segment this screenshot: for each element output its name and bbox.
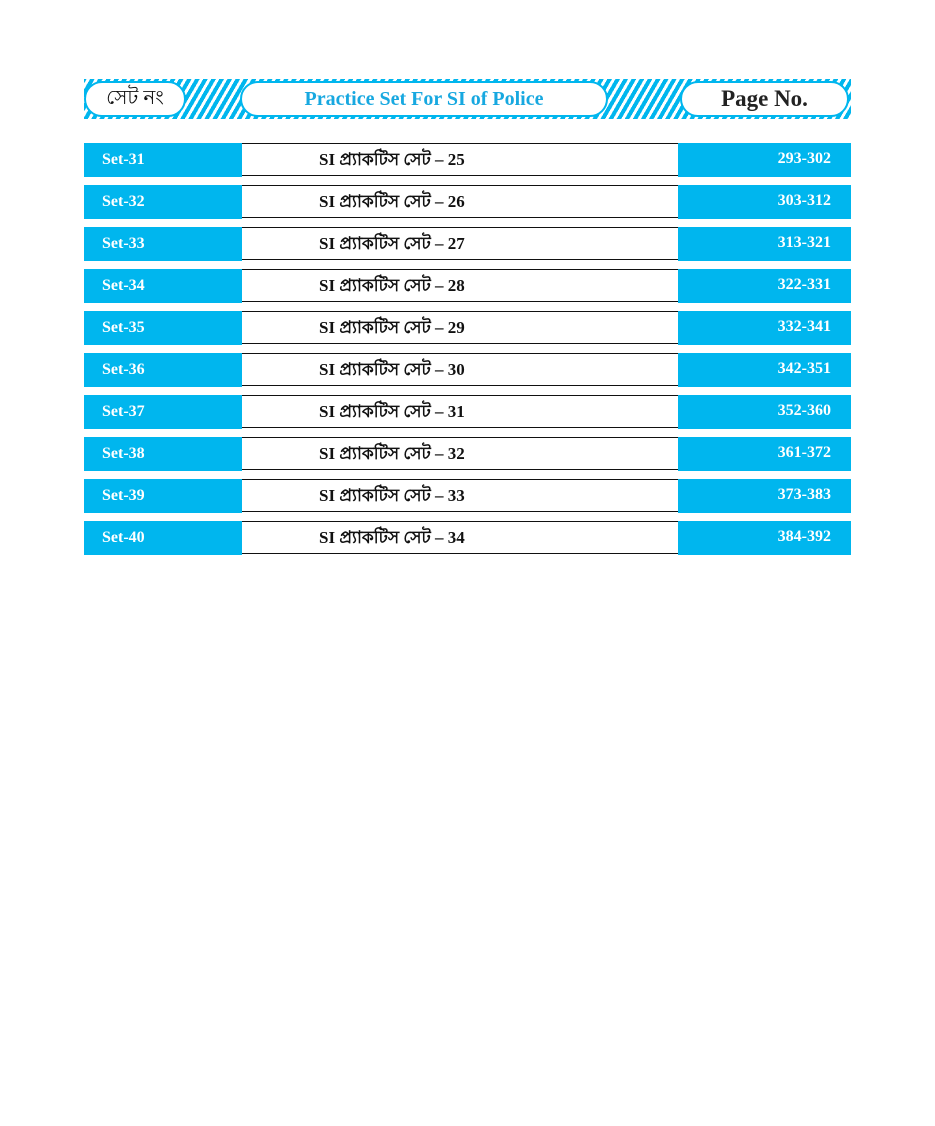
table-row (84, 185, 851, 219)
contents-table (84, 143, 851, 563)
set-number: Set-40 (84, 521, 242, 555)
page-range: 313-321 (678, 227, 851, 261)
set-title: SI প্র্যাকটিস সেট – 27 (242, 227, 678, 260)
set-title: SI প্র্যাকটিস সেট – 25 (242, 143, 678, 176)
table-header (84, 79, 851, 119)
set-title: SI প্র্যাকটিস সেট – 30 (242, 353, 678, 386)
set-title: SI প্র্যাকটিস সেট – 31 (242, 395, 678, 428)
table-row (84, 143, 851, 177)
set-number: Set-37 (84, 395, 242, 429)
set-number: Set-33 (84, 227, 242, 261)
set-no-label: সেট নং (84, 81, 186, 117)
set-title: SI প্র্যাকটিস সেট – 32 (242, 437, 678, 470)
page-range: 384-392 (678, 521, 851, 555)
page-range: 322-331 (678, 269, 851, 303)
table-row (84, 521, 851, 555)
set-number: Set-39 (84, 479, 242, 513)
set-title: SI প্র্যাকটিস সেট – 34 (242, 521, 678, 554)
set-number: Set-31 (84, 143, 242, 177)
page-title: Practice Set For SI of Police (240, 81, 608, 117)
table-row (84, 479, 851, 513)
page-no-label: Page No. (680, 81, 849, 117)
page-range: 332-341 (678, 311, 851, 345)
page-range: 293-302 (678, 143, 851, 177)
table-row (84, 227, 851, 261)
table-row (84, 311, 851, 345)
page-range: 352-360 (678, 395, 851, 429)
table-row (84, 437, 851, 471)
set-number: Set-32 (84, 185, 242, 219)
set-title: SI প্র্যাকটিস সেট – 26 (242, 185, 678, 218)
page-range: 303-312 (678, 185, 851, 219)
set-title: SI প্র্যাকটিস সেট – 28 (242, 269, 678, 302)
set-number: Set-35 (84, 311, 242, 345)
set-title: SI প্র্যাকটিস সেট – 33 (242, 479, 678, 512)
table-row (84, 395, 851, 429)
table-row (84, 269, 851, 303)
set-title: SI প্র্যাকটিস সেট – 29 (242, 311, 678, 344)
set-number: Set-38 (84, 437, 242, 471)
page-range: 373-383 (678, 479, 851, 513)
page-range: 361-372 (678, 437, 851, 471)
table-row (84, 353, 851, 387)
set-number: Set-36 (84, 353, 242, 387)
set-number: Set-34 (84, 269, 242, 303)
page-range: 342-351 (678, 353, 851, 387)
